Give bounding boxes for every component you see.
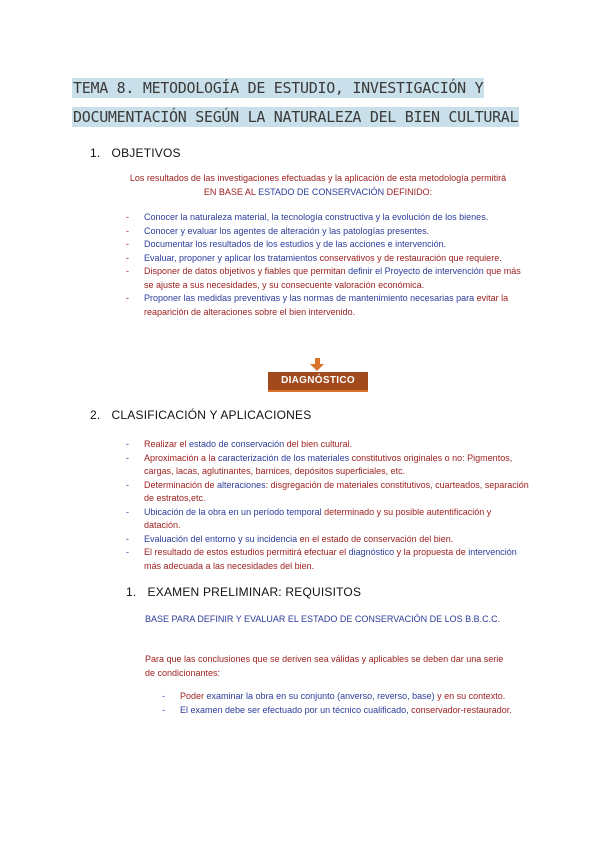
bullet-dash: -: [126, 452, 129, 463]
bullet-text: Conocer la naturaleza material, la tecnología constructiva y la evolución de los bienes.: [144, 212, 489, 222]
list-item: [162, 690, 512, 704]
bullet-text: diagnóstico: [348, 547, 395, 557]
page-title-text: TEMA 8. METODOLOGÍA DE ESTUDIO, INVESTIGACIÓN Y DOCUMENTACIÓN SEGÚN LA NATURALEZA DEL BIEN CULTURAL: [73, 79, 519, 126]
bullet-text: que más se ajuste a sus necesidades, y su consecuente valoración económica.: [144, 266, 521, 290]
bullet-text: y la propuesta de: [394, 547, 469, 557]
bullet-text: del bien cultural.: [284, 439, 353, 449]
bullet-text: más adecuada a las necesidades del bien.: [144, 560, 315, 571]
bullet-text: estado de conservación: [189, 439, 285, 449]
list-item: [126, 265, 526, 292]
list-item: [126, 438, 530, 452]
bullet-text: conservativos y de restauración que requiere.: [319, 252, 502, 263]
list-item: [126, 252, 526, 266]
bullet-dash: -: [126, 533, 129, 544]
bullet-text: constitutivos originales o no: Pigmentos, cargas, lacas, aglutinantes, barnices, depósitos superficiales, etc.: [144, 452, 513, 476]
subsection-number: 1.: [126, 585, 137, 599]
bullet-text: Ubicación de la obra en un período temporal: [144, 506, 322, 517]
list-item: [126, 546, 530, 573]
intro-part-c: DEFINIDO:: [384, 187, 433, 197]
bullet-text: en el estado de conservación del bien.: [297, 533, 454, 544]
arrow-down-icon-head: [310, 364, 324, 371]
bullet-text: definir el Proyecto de intervención: [348, 266, 484, 276]
list-item: [126, 211, 526, 225]
list-item: [126, 533, 530, 547]
section-heading-clasificacion: [90, 408, 311, 422]
bullet-dash: -: [126, 506, 129, 517]
bullet-text: evitar la reaparición de alteraciones sobre el bien intervenido.: [144, 293, 509, 317]
base-text: BASE PARA DEFINIR Y EVALUAR EL ESTADO DE CONSERVACIÓN DE LOS B.B.C.C.: [145, 614, 501, 624]
requirements-list: [162, 690, 512, 717]
bullet-text: determinado y su posible autentificación y datación.: [144, 506, 492, 530]
bullet-dash: -: [126, 293, 129, 303]
objectives-list: [126, 211, 526, 319]
bullet-dash: -: [126, 266, 129, 276]
diagnostic-label: DIAGNÓSTICO: [268, 372, 368, 392]
list-item: [126, 452, 530, 479]
bullet-text: Determinación de: [144, 479, 218, 490]
bullet-text: El examen debe ser efectuado por un técnico cualificado,: [180, 704, 409, 715]
page-title: [72, 74, 532, 132]
bullet-dash: -: [126, 252, 129, 263]
bullet-text: alteraciones: [217, 479, 266, 490]
bullet-dash: -: [126, 439, 129, 449]
bullet-text: Disponer de datos objetivos y fiables que permitan: [144, 266, 349, 276]
bullet-dash: -: [162, 691, 165, 701]
diagnostic-badge: [268, 357, 368, 390]
section-number: 2.: [90, 408, 101, 422]
bullet-text: Realizar el: [144, 439, 190, 449]
bullet-text: Proponer las medidas preventivas y las normas de mantenimiento necesarias para: [144, 293, 477, 303]
subsection-heading-text: EXAMEN PRELIMINAR: REQUISITOS: [147, 585, 362, 599]
list-item: [162, 704, 512, 718]
bullet-text: Poder: [180, 691, 207, 701]
bullet-text: y en su contexto.: [434, 691, 506, 701]
bullet-text: intervención: [468, 547, 517, 557]
bullet-text: El resultado de estos estudios permitirá efectuar el: [144, 547, 349, 557]
list-item: [126, 506, 530, 533]
bullet-dash: -: [162, 704, 165, 715]
bullet-text: Documentar los resultados de los estudios y de las acciones e intervención.: [144, 239, 447, 249]
section-number: 1.: [90, 146, 101, 160]
list-item: [126, 238, 526, 252]
bullet-text: caracterización de los materiales: [218, 452, 350, 463]
objectives-intro: [126, 171, 510, 199]
bullet-text: examinar la obra en su conjunto (anverso, reverso, base): [206, 691, 435, 701]
bullet-text: Evaluación del entorno y su incidencia: [144, 533, 298, 544]
conditions-text: Para que las conclusiones que se deriven sea válidas y aplicables se deben dar una serie de condicionantes:: [145, 654, 504, 678]
bullet-dash: -: [126, 479, 129, 490]
bullet-dash: -: [126, 225, 129, 236]
intro-part-b: ESTADO DE CONSERVACIÓN: [258, 187, 385, 197]
list-item: [126, 479, 530, 506]
section-heading-objetivos: [90, 146, 181, 160]
list-item: [126, 292, 526, 319]
bullet-dash: -: [126, 212, 129, 222]
bullet-text: Evaluar, proponer y aplicar los tratamientos: [144, 252, 320, 263]
bullet-text: Aproximación a la: [144, 452, 219, 463]
subsection-heading: [126, 585, 361, 599]
bullet-dash: -: [126, 239, 129, 249]
applications-list: [126, 438, 530, 573]
bullet-text: conservador-restaurador.: [408, 704, 512, 715]
section-heading-text: OBJETIVOS: [111, 146, 181, 160]
bullet-text: Conocer y evaluar los agentes de alteración y las patologías presentes.: [144, 225, 430, 236]
bullet-text: : disgregación de materiales constitutivos, cuarteados, separación de estratos,etc.: [144, 479, 529, 503]
list-item: [126, 225, 526, 239]
intro-part-a: Los resultados de las investigaciones efectuadas y la aplicación de esta metodología permitirá EN BASE AL: [129, 173, 507, 197]
section-heading-text: CLASIFICACIÓN Y APLICACIONES: [111, 408, 312, 422]
bullet-dash: -: [126, 547, 129, 557]
